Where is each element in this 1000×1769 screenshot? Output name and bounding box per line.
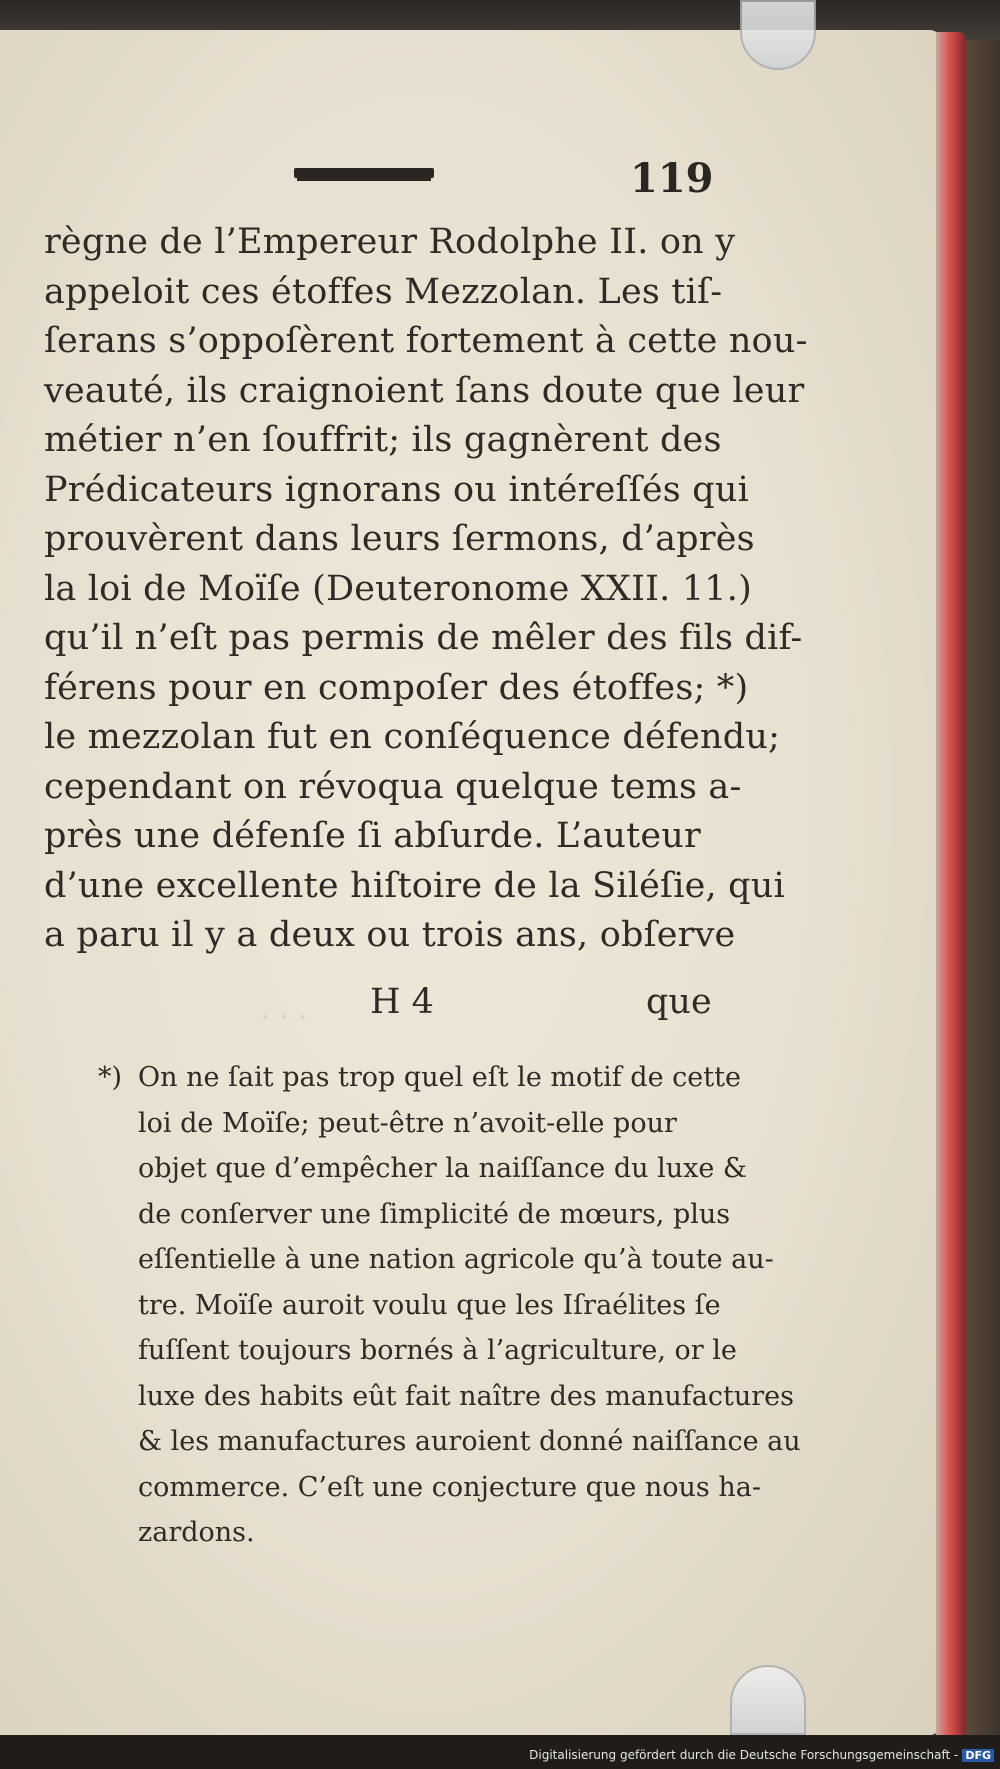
body-line: férens pour en compoſer des étoffes; *): [44, 667, 749, 708]
footnote-line: fuſſent toujours bornés à l’agriculture, or le: [138, 1335, 737, 1366]
body-line: appeloit ces étoffes Mezzolan. Les tiſ-: [44, 271, 723, 312]
body-line: cependant on révoqua quelque tems a-: [44, 766, 742, 807]
credit-text: Digitalisierung gefördert durch die Deutsche Forschungsgemeinschaft -: [529, 1748, 959, 1762]
body-line: près une défenſe ſi abſurde. L’auteur: [44, 816, 701, 856]
body-line: qu’il n’eſt pas permis de mêler des fils dif-: [44, 618, 803, 658]
body-line: règne de l’Empereur Rodolphe II. on y: [44, 222, 736, 262]
body-line: ſerans s’oppoſèrent fortement à cette nou-: [44, 321, 808, 361]
header-rule: [294, 168, 434, 178]
footnote-marker: *): [98, 1062, 123, 1093]
footnote-line: eſſentielle à une nation agricole qu’à toute au-: [138, 1244, 774, 1275]
body-line: Prédicateurs ignorans ou intéreſſés qui: [44, 469, 749, 510]
footnote-line: luxe des habits eût fait naître des manufactures: [138, 1380, 794, 1412]
footnote-line: zardons.: [138, 1517, 255, 1548]
footnote-text: [138, 1055, 801, 1556]
footnote-line: & les manufactures auroient donné naiſſance au: [138, 1426, 801, 1457]
footnote-line: tre. Moïſe auroit voulu que les Iſraélites ſe: [138, 1289, 721, 1321]
body-line: la loi de Moïſe (Deuteronome XXII. 11.): [44, 568, 752, 609]
footnote-line: loi de Moïſe; peut-être n’avoit-elle pour: [138, 1107, 677, 1139]
footnote-line: commerce. C’eſt une conjecture que nous ha-: [138, 1471, 761, 1503]
footnote-line: On ne ſait pas trop quel eſt le motif de cette: [138, 1062, 741, 1093]
bleed-through-text: · · ·: [260, 1000, 308, 1035]
page-clip-bottom: [730, 1665, 806, 1735]
dfg-logo: DFG: [962, 1749, 994, 1762]
body-line: d’une excellente hiſtoire de la Siléſie, qui: [44, 865, 785, 906]
signature-mark: H 4: [370, 982, 434, 1022]
body-line: métier n’en ſouffrit; ils gagnèrent des: [44, 420, 722, 460]
body-text: [44, 218, 808, 961]
body-line: a paru il y a deux ou trois ans, obſerve: [44, 915, 736, 955]
body-line: le mezzolan fut en conſéquence défendu;: [44, 717, 781, 757]
catchword: que: [646, 982, 712, 1022]
page-number: 119: [630, 155, 714, 202]
footnote-line: de conſerver une ſimplicité de mœurs, plus: [138, 1198, 731, 1230]
footnote-line: objet que d’empêcher la naiſſance du luxe &: [138, 1153, 747, 1184]
digitization-credit: [529, 1748, 994, 1762]
body-line: prouvèrent dans leurs ſermons, d’après: [44, 519, 755, 559]
page-edge-red: [936, 32, 966, 1742]
body-line: veauté, ils craignoient ſans doute que leur: [44, 370, 805, 411]
book-cover-edge: [966, 40, 1000, 1740]
